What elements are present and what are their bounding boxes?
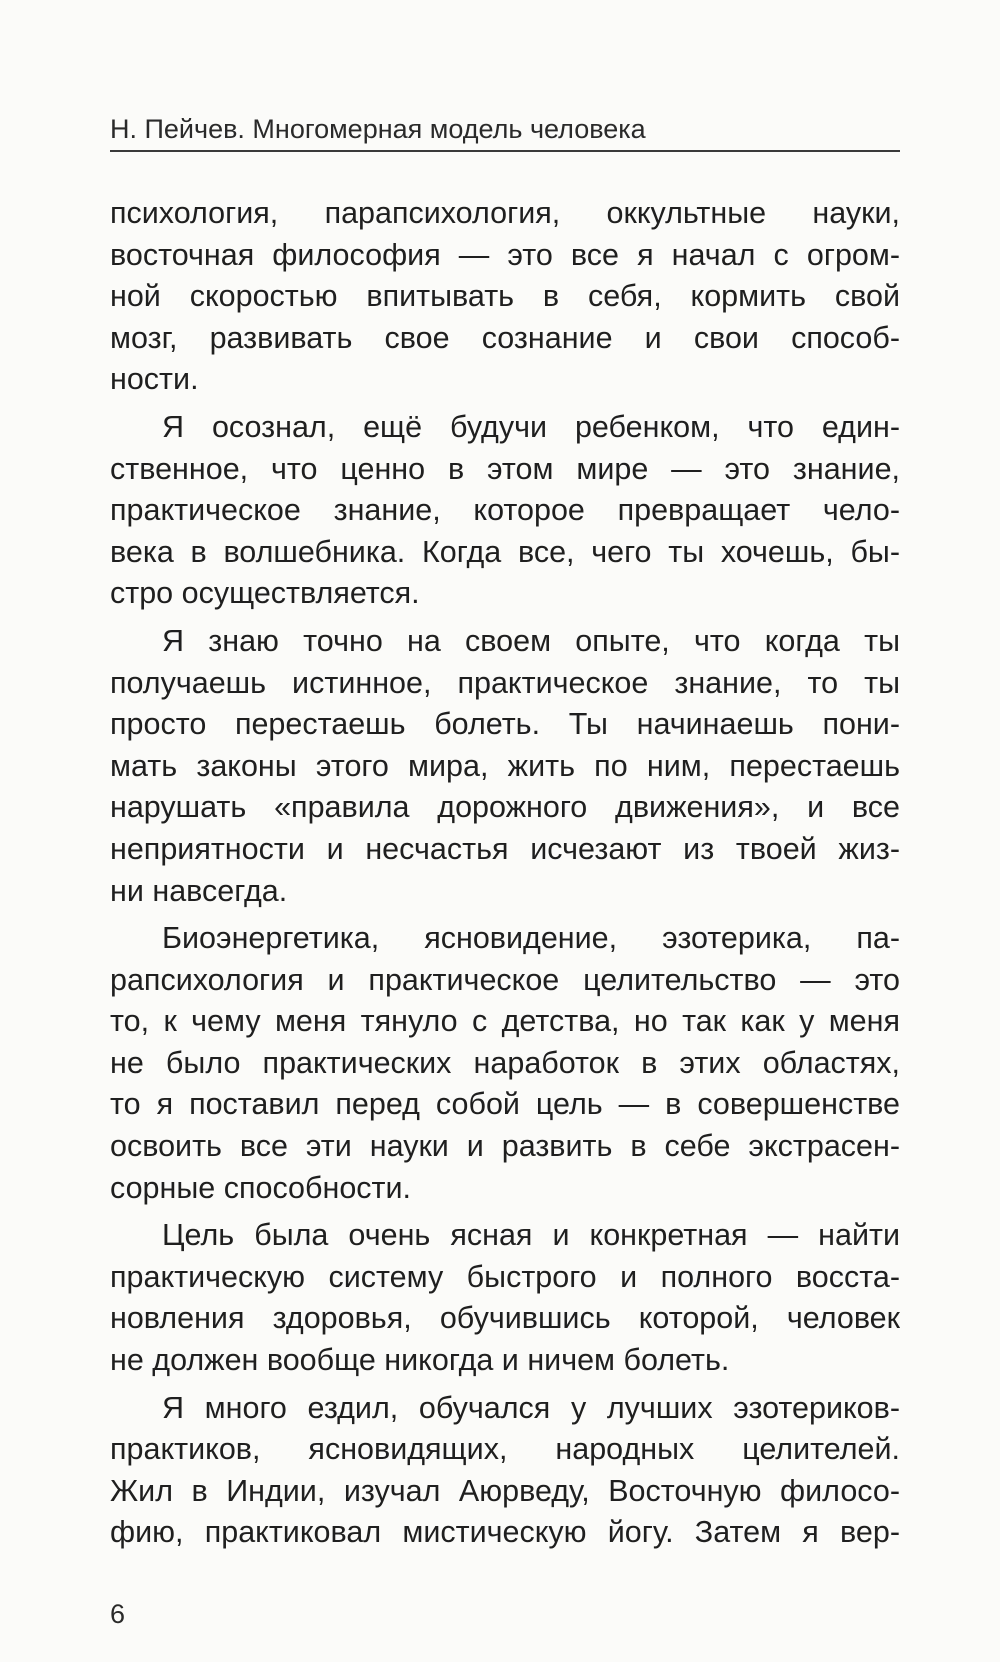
- text-line: нарушать «правила дорожного движения», и все: [110, 790, 900, 825]
- paragraph-1: [110, 193, 900, 401]
- text-line: стро осуществляется.: [110, 576, 420, 611]
- paragraph-6: [110, 1388, 900, 1554]
- text-line: неприятности и несчастья исчезают из твоей жиз-: [110, 831, 900, 866]
- text-line: Я много ездил, обучался у лучших эзотериков-: [162, 1390, 900, 1425]
- page-number: 6: [110, 1599, 126, 1629]
- text-line: Я осознал, ещё будучи ребенком, что един-: [162, 409, 900, 444]
- text-line: освоить все эти науки и развить в себе экстрасен-: [110, 1129, 900, 1164]
- text-line: мать законы этого мира, жить по ним, перестаешь: [110, 748, 900, 783]
- text-line: ственное, что ценно в этом мире — это знание,: [110, 451, 900, 486]
- text-line: сорные способности.: [110, 1170, 412, 1205]
- text-line: ности.: [110, 362, 199, 397]
- text-line: практическую систему быстрого и полного восста-: [110, 1259, 900, 1294]
- text-line: получаешь истинное, практическое знание, то ты: [110, 665, 900, 700]
- running-header: Н. Пейчев. Многомерная модель человека: [110, 114, 646, 144]
- text-line: Жил в Индии, изучал Аюрведу, Восточную филосо-: [110, 1473, 900, 1508]
- text-line: Я знаю точно на своем опыте, что когда ты: [162, 623, 900, 658]
- text-line: психология, парапсихология, оккультные науки,: [110, 196, 900, 230]
- text-line: мозг, развивать свое сознание и свои способ-: [110, 320, 900, 355]
- text-line: новления здоровья, обучившись которой, человек: [110, 1301, 900, 1336]
- text-line: рапсихология и практическое целительство — это: [110, 962, 900, 997]
- body-text: [110, 193, 900, 1560]
- text-line: практиков, ясновидящих, народных целителей.: [110, 1432, 900, 1467]
- paragraph-3: [110, 621, 900, 912]
- text-line: ной скоростью впитывать в себя, кормить свой: [110, 279, 900, 314]
- text-line: то, к чему меня тянуло с детства, но так как у меня: [110, 1004, 900, 1039]
- paragraph-4: [110, 918, 900, 1209]
- header-divider: [110, 150, 900, 152]
- text-line: восточная философия — это все я начал с огром-: [110, 237, 900, 272]
- text-line: века в волшебника. Когда все, чего ты хочешь, бы-: [110, 534, 900, 569]
- text-line: просто перестаешь болеть. Ты начинаешь пони-: [110, 707, 900, 742]
- text-line: ни навсегда.: [110, 873, 288, 908]
- paragraph-5: [110, 1215, 900, 1381]
- paragraph-2: [110, 407, 900, 615]
- text-line: Цель была очень ясная и конкретная — найти: [162, 1218, 900, 1253]
- text-line: не должен вообще никогда и ничем болеть.: [110, 1343, 730, 1378]
- text-line: фию, практиковал мистическую йогу. Затем я вер-: [110, 1515, 900, 1550]
- text-line: Биоэнергетика, ясновидение, эзотерика, па-: [162, 921, 900, 956]
- text-line: то я поставил перед собой цель — в совершенстве: [110, 1087, 900, 1122]
- text-line: не было практических наработок в этих областях,: [110, 1045, 900, 1080]
- text-line: практическое знание, которое превращает чело-: [110, 493, 900, 528]
